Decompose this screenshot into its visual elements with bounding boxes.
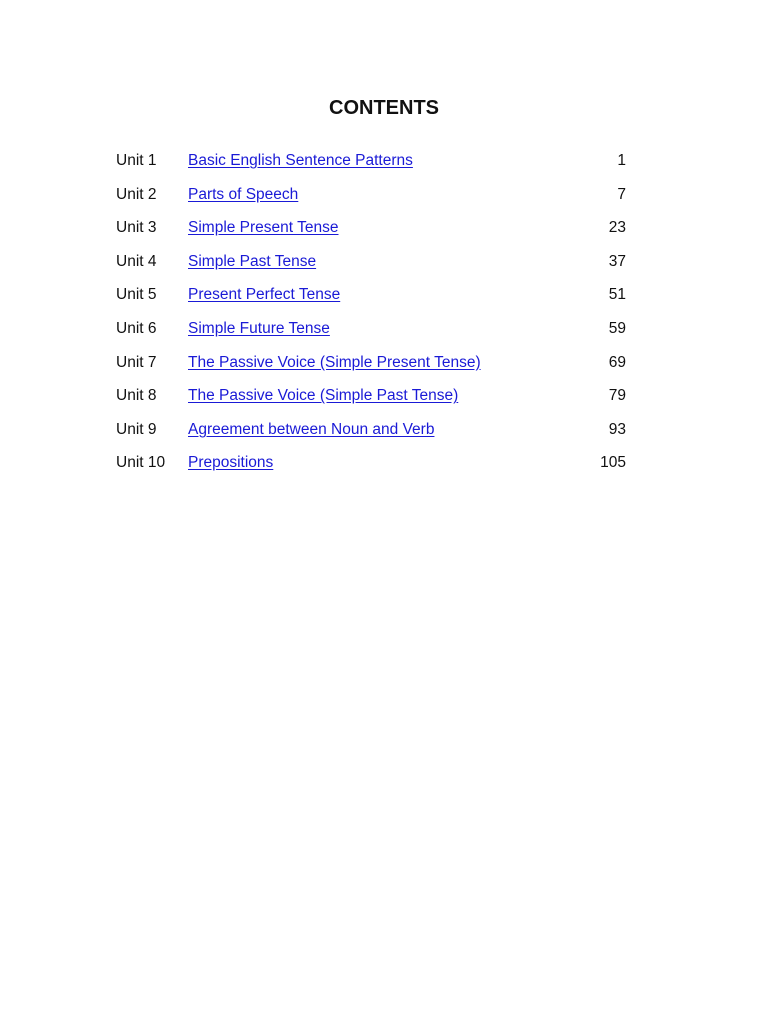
- toc-unit-label: Unit 6: [116, 319, 157, 337]
- toc-page-number: 23: [608, 219, 626, 237]
- toc-link-simple-present-tense[interactable]: Simple Present Tense: [188, 219, 339, 237]
- toc-page-number: 105: [600, 454, 626, 472]
- toc-link-passive-voice-simple-present[interactable]: The Passive Voice (Simple Present Tense): [188, 353, 481, 371]
- toc-page-number: 93: [608, 420, 626, 438]
- toc-entry-unit-4: [116, 251, 626, 285]
- toc-entry-unit-8: [116, 385, 626, 419]
- toc-link-parts-of-speech[interactable]: Parts of Speech: [188, 185, 299, 203]
- toc-entry-unit-1: [116, 150, 626, 184]
- toc-page-number: 51: [608, 286, 626, 304]
- toc-link-agreement-noun-verb[interactable]: Agreement between Noun and Verb: [188, 420, 435, 438]
- toc-entry-unit-3: [116, 217, 626, 251]
- toc-link-prepositions[interactable]: Prepositions: [188, 454, 274, 472]
- toc-page-number: 59: [608, 319, 626, 337]
- toc-unit-label: Unit 2: [116, 185, 157, 203]
- toc-entry-unit-6: [116, 318, 626, 352]
- toc-unit-label: Unit 4: [116, 252, 157, 270]
- toc-page-number: 69: [608, 353, 626, 371]
- toc-page-number: 7: [617, 185, 626, 203]
- toc-link-simple-future-tense[interactable]: Simple Future Tense: [188, 319, 330, 337]
- toc-unit-label: Unit 9: [116, 420, 157, 438]
- toc-unit-label: Unit 1: [116, 152, 157, 169]
- toc-unit-label: Unit 8: [116, 387, 157, 405]
- toc-link-basic-english-sentence-patterns[interactable]: Basic English Sentence Patterns: [188, 152, 413, 169]
- toc-entry-unit-9: [116, 419, 626, 453]
- toc-page-number: 79: [608, 387, 626, 405]
- toc-unit-label: Unit 7: [116, 353, 157, 371]
- table-of-contents: [116, 150, 626, 486]
- toc-entry-unit-5: [116, 284, 626, 318]
- toc-page-number: 1: [617, 152, 626, 169]
- toc-page-number: 37: [608, 252, 626, 270]
- toc-unit-label: Unit 3: [116, 219, 157, 237]
- page-title: CONTENTS: [329, 97, 439, 119]
- toc-unit-label: Unit 10: [116, 454, 166, 472]
- toc-unit-label: Unit 5: [116, 286, 157, 304]
- toc-entry-unit-2: [116, 184, 626, 218]
- toc-link-simple-past-tense[interactable]: Simple Past Tense: [188, 252, 317, 270]
- toc-link-present-perfect-tense[interactable]: Present Perfect Tense: [188, 286, 341, 304]
- toc-link-passive-voice-simple-past[interactable]: The Passive Voice (Simple Past Tense): [188, 387, 459, 405]
- toc-entry-unit-7: [116, 352, 626, 386]
- toc-entry-unit-10: [116, 452, 626, 486]
